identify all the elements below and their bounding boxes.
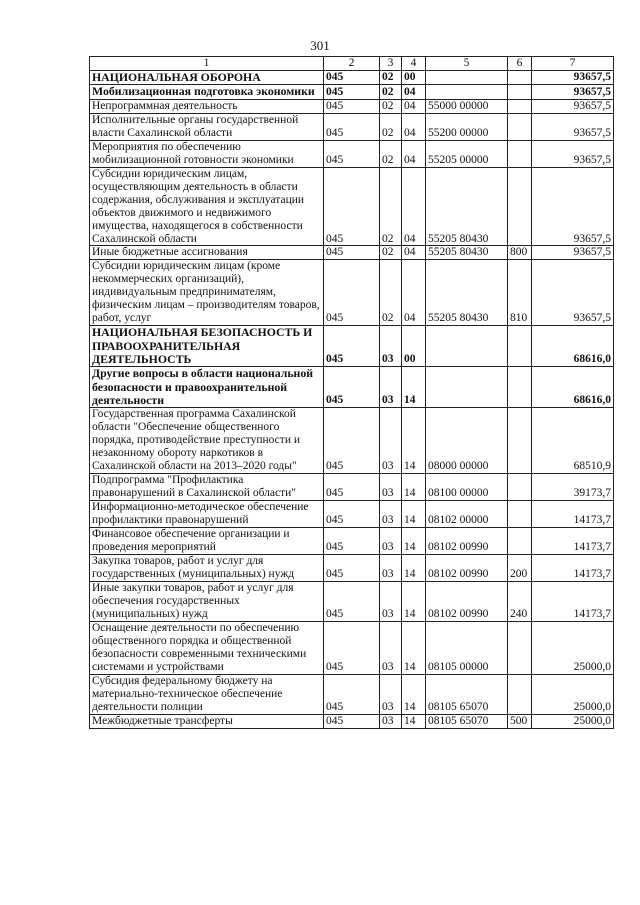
ministry-code-cell: 045 — [324, 167, 380, 246]
ministry-code-cell: 045 — [324, 501, 380, 528]
column-header: 4 — [402, 57, 426, 71]
target-article-cell: 08105 65070 — [426, 675, 508, 715]
expense-type-cell: 500 — [508, 715, 532, 729]
subsection-code-cell: 00 — [402, 326, 426, 367]
expense-type-cell — [508, 71, 532, 85]
row-name-cell: Оснащение деятельности по обеспечению общественного порядка и общественной безопасности современными техническими системами и устройствами — [90, 622, 324, 675]
section-code-cell: 03 — [380, 501, 402, 528]
table-row — [90, 582, 614, 622]
expense-type-cell — [508, 675, 532, 715]
row-name-cell: Закупка товаров, работ и услуг для государственных (муниципальных) нужд — [90, 555, 324, 582]
row-name-cell: Мероприятия по обеспечению мобилизационной готовности экономики — [90, 140, 324, 167]
expense-type-cell — [508, 622, 532, 675]
table-row — [90, 408, 614, 474]
target-article-cell: 55205 80430 — [426, 167, 508, 246]
ministry-code-cell: 045 — [324, 622, 380, 675]
section-code-cell: 03 — [380, 582, 402, 622]
target-article-cell: 55205 80430 — [426, 260, 508, 326]
expense-type-cell: 810 — [508, 260, 532, 326]
table-header-row — [90, 57, 614, 71]
amount-cell: 25000,0 — [532, 715, 614, 729]
row-name-cell: Финансовое обеспечение организации и проведения мероприятий — [90, 528, 324, 555]
ministry-code-cell: 045 — [324, 474, 380, 501]
section-code-cell: 03 — [380, 408, 402, 474]
target-article-cell: 08105 65070 — [426, 715, 508, 729]
section-code-cell: 02 — [380, 167, 402, 246]
ministry-code-cell: 045 — [324, 367, 380, 408]
target-article-cell: 55205 00000 — [426, 140, 508, 167]
amount-cell: 93657,5 — [532, 140, 614, 167]
target-article-cell: 08102 00990 — [426, 555, 508, 582]
target-article-cell: 08102 00990 — [426, 528, 508, 555]
column-header: 1 — [90, 57, 324, 71]
subsection-code-cell: 14 — [402, 408, 426, 474]
row-name-cell: Непрограммная деятельность — [90, 99, 324, 113]
section-code-cell: 03 — [380, 555, 402, 582]
section-code-cell: 02 — [380, 140, 402, 167]
ministry-code-cell: 045 — [324, 715, 380, 729]
section-code-cell: 02 — [380, 99, 402, 113]
amount-cell: 25000,0 — [532, 622, 614, 675]
expense-type-cell — [508, 408, 532, 474]
ministry-code-cell: 045 — [324, 675, 380, 715]
ministry-code-cell: 045 — [324, 99, 380, 113]
expense-type-cell — [508, 528, 532, 555]
section-code-cell: 03 — [380, 622, 402, 675]
section-code-cell: 02 — [380, 246, 402, 260]
expense-type-cell — [508, 85, 532, 99]
amount-cell: 14173,7 — [532, 528, 614, 555]
table-row — [90, 501, 614, 528]
subsection-code-cell: 04 — [402, 167, 426, 246]
section-code-cell: 02 — [380, 71, 402, 85]
table-row — [90, 260, 614, 326]
column-header: 6 — [508, 57, 532, 71]
row-name-cell: Иные закупки товаров, работ и услуг для обеспечения государственных (муниципальных) нужд — [90, 582, 324, 622]
table-row — [90, 85, 614, 99]
row-name-cell: Мобилизационная подготовка экономики — [90, 85, 324, 99]
subsection-code-cell: 14 — [402, 474, 426, 501]
row-name-cell: Иные бюджетные ассигнования — [90, 246, 324, 260]
row-name-cell: Межбюджетные трансферты — [90, 715, 324, 729]
expense-type-cell — [508, 326, 532, 367]
table-row — [90, 474, 614, 501]
amount-cell: 93657,5 — [532, 167, 614, 246]
table-row — [90, 140, 614, 167]
subsection-code-cell: 14 — [402, 715, 426, 729]
ministry-code-cell: 045 — [324, 408, 380, 474]
amount-cell: 93657,5 — [532, 85, 614, 99]
expense-type-cell: 200 — [508, 555, 532, 582]
target-article-cell: 55205 80430 — [426, 246, 508, 260]
ministry-code-cell: 045 — [324, 71, 380, 85]
table-row — [90, 367, 614, 408]
target-article-cell — [426, 71, 508, 85]
amount-cell: 68616,0 — [532, 367, 614, 408]
amount-cell: 93657,5 — [532, 71, 614, 85]
row-name-cell: Субсидия федеральному бюджету на материально-техническое обеспечение деятельности полиции — [90, 675, 324, 715]
section-code-cell: 03 — [380, 474, 402, 501]
target-article-cell: 08102 00990 — [426, 582, 508, 622]
amount-cell: 14173,7 — [532, 582, 614, 622]
subsection-code-cell: 14 — [402, 555, 426, 582]
expense-type-cell — [508, 367, 532, 408]
target-article-cell: 08000 00000 — [426, 408, 508, 474]
subsection-code-cell: 14 — [402, 582, 426, 622]
expense-type-cell: 240 — [508, 582, 532, 622]
amount-cell: 14173,7 — [532, 555, 614, 582]
ministry-code-cell: 045 — [324, 260, 380, 326]
subsection-code-cell: 04 — [402, 99, 426, 113]
amount-cell: 68510,9 — [532, 408, 614, 474]
section-code-cell: 03 — [380, 675, 402, 715]
section-code-cell: 02 — [380, 85, 402, 99]
row-name-cell: Государственная программа Сахалинской области "Обеспечение общественного порядка, противодействие преступности и незаконному обороту наркотиков в Сахалинской области на 2013–2020 годы" — [90, 408, 324, 474]
expense-type-cell — [508, 167, 532, 246]
table-row — [90, 113, 614, 140]
subsection-code-cell: 04 — [402, 260, 426, 326]
ministry-code-cell: 045 — [324, 140, 380, 167]
amount-cell: 39173,7 — [532, 474, 614, 501]
subsection-code-cell: 04 — [402, 85, 426, 99]
ministry-code-cell: 045 — [324, 528, 380, 555]
amount-cell: 68616,0 — [532, 326, 614, 367]
table-row — [90, 326, 614, 367]
target-article-cell: 08105 00000 — [426, 622, 508, 675]
section-code-cell: 03 — [380, 326, 402, 367]
subsection-code-cell: 00 — [402, 71, 426, 85]
section-code-cell: 03 — [380, 367, 402, 408]
amount-cell: 93657,5 — [532, 246, 614, 260]
section-code-cell: 03 — [380, 528, 402, 555]
table-row — [90, 99, 614, 113]
amount-cell: 25000,0 — [532, 675, 614, 715]
section-code-cell: 03 — [380, 715, 402, 729]
subsection-code-cell: 14 — [402, 367, 426, 408]
subsection-code-cell: 14 — [402, 622, 426, 675]
amount-cell: 93657,5 — [532, 260, 614, 326]
column-header: 3 — [380, 57, 402, 71]
column-header: 7 — [532, 57, 614, 71]
target-article-cell: 08102 00000 — [426, 501, 508, 528]
section-code-cell: 02 — [380, 260, 402, 326]
amount-cell: 14173,7 — [532, 501, 614, 528]
subsection-code-cell: 14 — [402, 675, 426, 715]
row-name-cell: Исполнительные органы государственной власти Сахалинской области — [90, 113, 324, 140]
ministry-code-cell: 045 — [324, 113, 380, 140]
ministry-code-cell: 045 — [324, 326, 380, 367]
target-article-cell: 55200 00000 — [426, 113, 508, 140]
row-name-cell: Информационно-методическое обеспечение профилактики правонарушений — [90, 501, 324, 528]
amount-cell: 93657,5 — [532, 113, 614, 140]
row-name-cell: НАЦИОНАЛЬНАЯ БЕЗОПАСНОСТЬ И ПРАВООХРАНИТЕЛЬНАЯ ДЕЯТЕЛЬНОСТЬ — [90, 326, 324, 367]
ministry-code-cell: 045 — [324, 582, 380, 622]
expense-type-cell: 800 — [508, 246, 532, 260]
expense-type-cell — [508, 501, 532, 528]
row-name-cell: НАЦИОНАЛЬНАЯ ОБОРОНА — [90, 71, 324, 85]
target-article-cell: 08100 00000 — [426, 474, 508, 501]
table-row — [90, 71, 614, 85]
page-number: 301 — [310, 38, 330, 53]
row-name-cell: Субсидии юридическим лицам (кроме некоммерческих организаций), индивидуальным предпринимателям, физическим лицам – производителям товаров, работ, услуг — [90, 260, 324, 326]
expense-type-cell — [508, 113, 532, 140]
section-code-cell: 02 — [380, 113, 402, 140]
table-row — [90, 528, 614, 555]
target-article-cell: 55000 00000 — [426, 99, 508, 113]
table-row — [90, 246, 614, 260]
budget-table — [89, 56, 614, 729]
subsection-code-cell: 04 — [402, 113, 426, 140]
table-row — [90, 715, 614, 729]
row-name-cell: Другие вопросы в области национальной безопасности и правоохранительной деятельности — [90, 367, 324, 408]
column-header: 5 — [426, 57, 508, 71]
table-row — [90, 555, 614, 582]
target-article-cell — [426, 326, 508, 367]
target-article-cell — [426, 85, 508, 99]
target-article-cell — [426, 367, 508, 408]
ministry-code-cell: 045 — [324, 555, 380, 582]
row-name-cell: Субсидии юридическим лицам, осуществляющим деятельность в области содержания, обслуживания и эксплуатации объектов движимого и недвижимого имущества, находящегося в собственности Сахалинской области — [90, 167, 324, 246]
subsection-code-cell: 14 — [402, 501, 426, 528]
expense-type-cell — [508, 140, 532, 167]
expense-type-cell — [508, 99, 532, 113]
subsection-code-cell: 14 — [402, 528, 426, 555]
row-name-cell: Подпрограмма "Профилактика правонарушений в Сахалинской области" — [90, 474, 324, 501]
table-row — [90, 167, 614, 246]
subsection-code-cell: 04 — [402, 140, 426, 167]
table-row — [90, 675, 614, 715]
amount-cell: 93657,5 — [532, 99, 614, 113]
ministry-code-cell: 045 — [324, 85, 380, 99]
expense-type-cell — [508, 474, 532, 501]
subsection-code-cell: 04 — [402, 246, 426, 260]
table-row — [90, 622, 614, 675]
column-header: 2 — [324, 57, 380, 71]
ministry-code-cell: 045 — [324, 246, 380, 260]
